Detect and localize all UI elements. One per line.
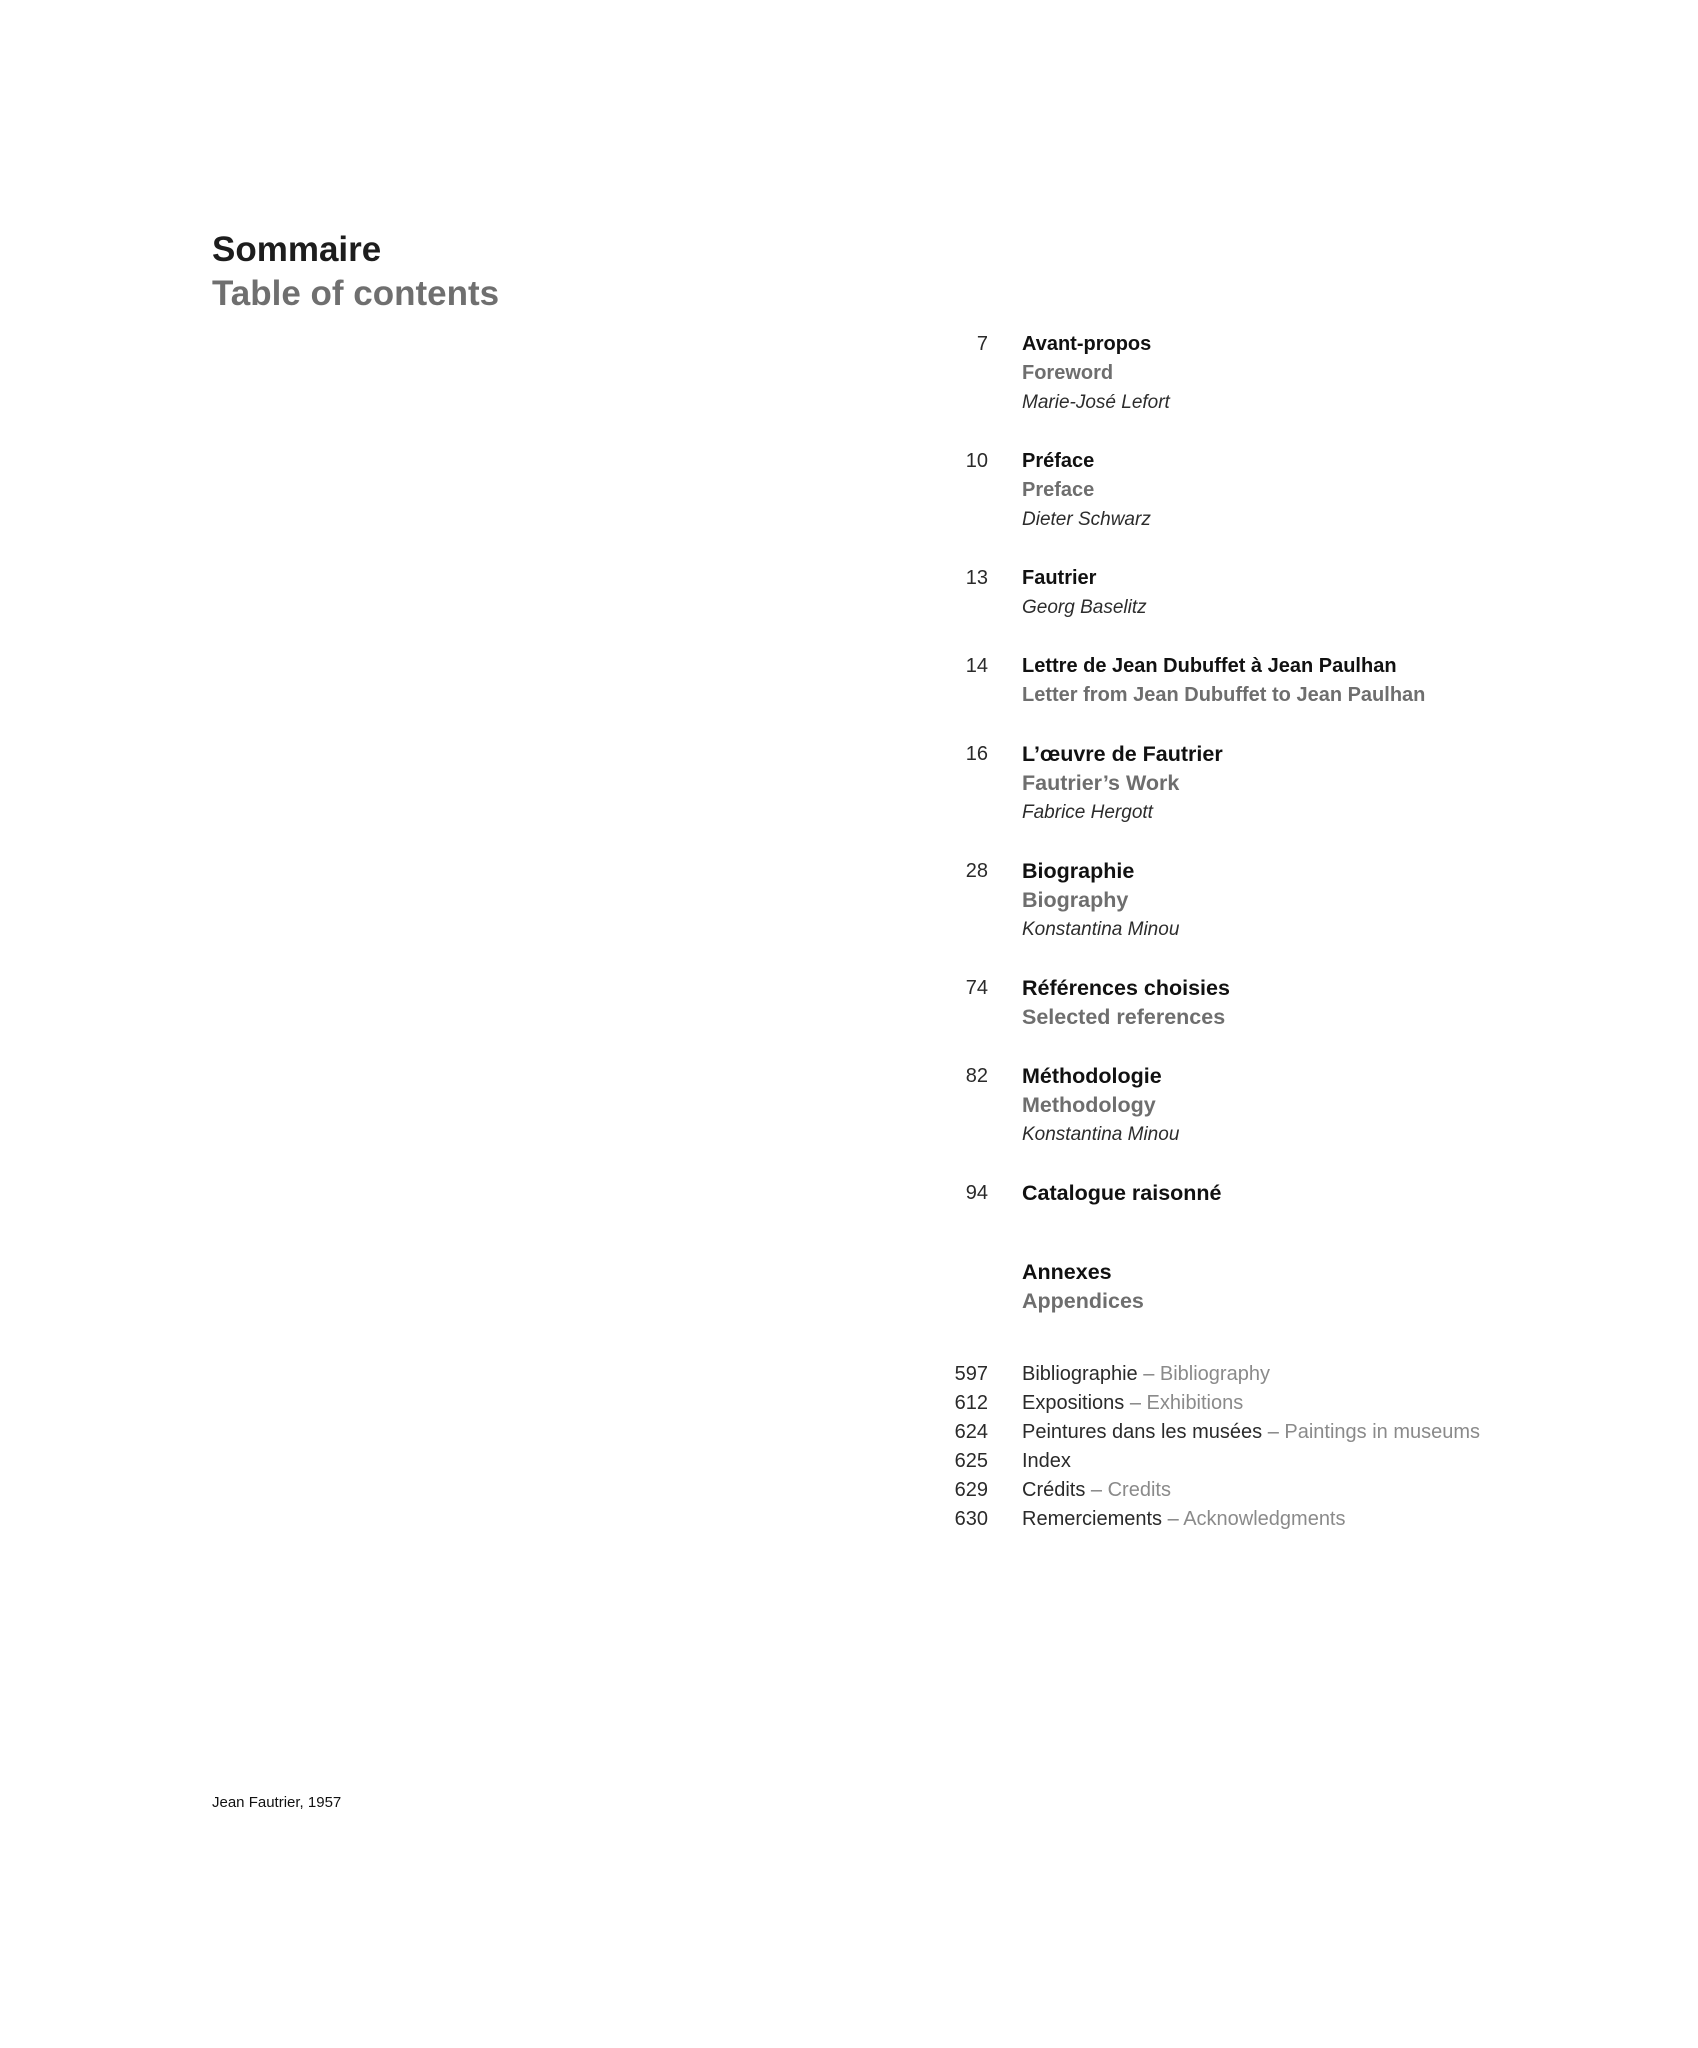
toc-entry-catalogue[interactable] bbox=[920, 1179, 1640, 1208]
title-french: Avant-propos bbox=[1022, 333, 1152, 355]
heading-french: Sommaire bbox=[212, 230, 382, 269]
title-french: Expositions bbox=[1022, 1392, 1125, 1414]
toc-entry-biographie[interactable] bbox=[920, 857, 1640, 944]
page-number: 597 bbox=[954, 1363, 988, 1385]
title-english: Methodology bbox=[1022, 1093, 1156, 1117]
title-french: Préface bbox=[1022, 450, 1095, 472]
page-number: 28 bbox=[965, 860, 988, 882]
title-english: Selected references bbox=[1022, 1005, 1226, 1029]
page-number: 10 bbox=[965, 450, 988, 472]
page-number: 624 bbox=[954, 1421, 988, 1443]
title-french: Catalogue raisonné bbox=[1022, 1181, 1222, 1205]
annexes-french: Annexes bbox=[1022, 1260, 1112, 1284]
annexes-english: Appendices bbox=[1022, 1289, 1144, 1313]
page-number: 7 bbox=[976, 333, 988, 355]
page-number: 630 bbox=[954, 1508, 988, 1530]
page-number: 13 bbox=[965, 567, 988, 589]
title-english: Bibliography bbox=[1159, 1363, 1270, 1385]
author: Marie-José Lefort bbox=[1022, 392, 1170, 413]
author: Konstantina Minou bbox=[1022, 1124, 1180, 1145]
title-english: Preface bbox=[1022, 479, 1095, 501]
page-number: 625 bbox=[954, 1450, 988, 1472]
author: Fabrice Hergott bbox=[1022, 802, 1153, 823]
page-number: 94 bbox=[965, 1182, 988, 1204]
title-french: Références choisies bbox=[1022, 976, 1230, 1000]
appendix-peintures[interactable] bbox=[920, 1418, 1640, 1447]
title-english: Foreword bbox=[1022, 362, 1114, 384]
page-number: 612 bbox=[954, 1392, 988, 1414]
heading-english: Table of contents bbox=[212, 274, 500, 313]
title-english: Acknowledgments bbox=[1183, 1508, 1346, 1530]
title-french: Biographie bbox=[1022, 859, 1135, 883]
separator: – bbox=[1262, 1421, 1285, 1443]
title-english: Exhibitions bbox=[1146, 1392, 1244, 1414]
title-french: Peintures dans les musées bbox=[1022, 1421, 1263, 1443]
toc-entry-fautrier[interactable] bbox=[920, 564, 1640, 622]
toc-entry-preface[interactable] bbox=[920, 447, 1640, 534]
title-english: Fautrier’s Work bbox=[1022, 771, 1180, 795]
title-english: Credits bbox=[1107, 1479, 1171, 1501]
appendix-bibliographie[interactable] bbox=[920, 1360, 1640, 1389]
toc-list bbox=[920, 330, 1640, 1534]
toc-entry-lettre[interactable] bbox=[920, 652, 1640, 710]
title-french: Bibliographie bbox=[1022, 1363, 1138, 1385]
separator: – bbox=[1162, 1508, 1184, 1530]
title-french: Méthodologie bbox=[1022, 1064, 1162, 1088]
separator: – bbox=[1085, 1479, 1108, 1501]
annexes-heading bbox=[920, 1258, 1640, 1316]
title-french: Remerciements bbox=[1022, 1508, 1163, 1530]
separator: – bbox=[1137, 1363, 1160, 1385]
title-english: Paintings in museums bbox=[1284, 1421, 1481, 1443]
title-french: Crédits bbox=[1022, 1479, 1086, 1501]
page-number: 82 bbox=[965, 1065, 988, 1087]
page-number: 74 bbox=[965, 977, 988, 999]
page-number: 16 bbox=[965, 743, 988, 765]
appendix-remerciements[interactable] bbox=[920, 1505, 1640, 1534]
title-english: Letter from Jean Dubuffet to Jean Paulhan bbox=[1022, 684, 1426, 706]
toc-heading bbox=[212, 228, 499, 316]
author: Konstantina Minou bbox=[1022, 919, 1180, 940]
photo-caption: Jean Fautrier, 1957 bbox=[212, 1794, 342, 1811]
page-number: 629 bbox=[954, 1479, 988, 1501]
toc-entry-methodologie[interactable] bbox=[920, 1062, 1640, 1149]
toc-entry-oeuvre[interactable] bbox=[920, 740, 1640, 827]
author: Dieter Schwarz bbox=[1022, 509, 1151, 530]
title-french: Fautrier bbox=[1022, 567, 1097, 589]
author: Georg Baselitz bbox=[1022, 597, 1147, 618]
appendix-index[interactable] bbox=[920, 1447, 1640, 1476]
appendix-credits[interactable] bbox=[920, 1476, 1640, 1505]
page-number: 14 bbox=[965, 655, 988, 677]
title-french: Index bbox=[1022, 1450, 1071, 1472]
title-french: Lettre de Jean Dubuffet à Jean Paulhan bbox=[1022, 655, 1397, 677]
toc-entry-avant-propos[interactable] bbox=[920, 330, 1640, 417]
separator: – bbox=[1124, 1392, 1147, 1414]
appendix-expositions[interactable] bbox=[920, 1389, 1640, 1418]
title-english: Biography bbox=[1022, 888, 1129, 912]
toc-entry-references[interactable] bbox=[920, 974, 1640, 1032]
title-french: L’œuvre de Fautrier bbox=[1022, 742, 1223, 766]
